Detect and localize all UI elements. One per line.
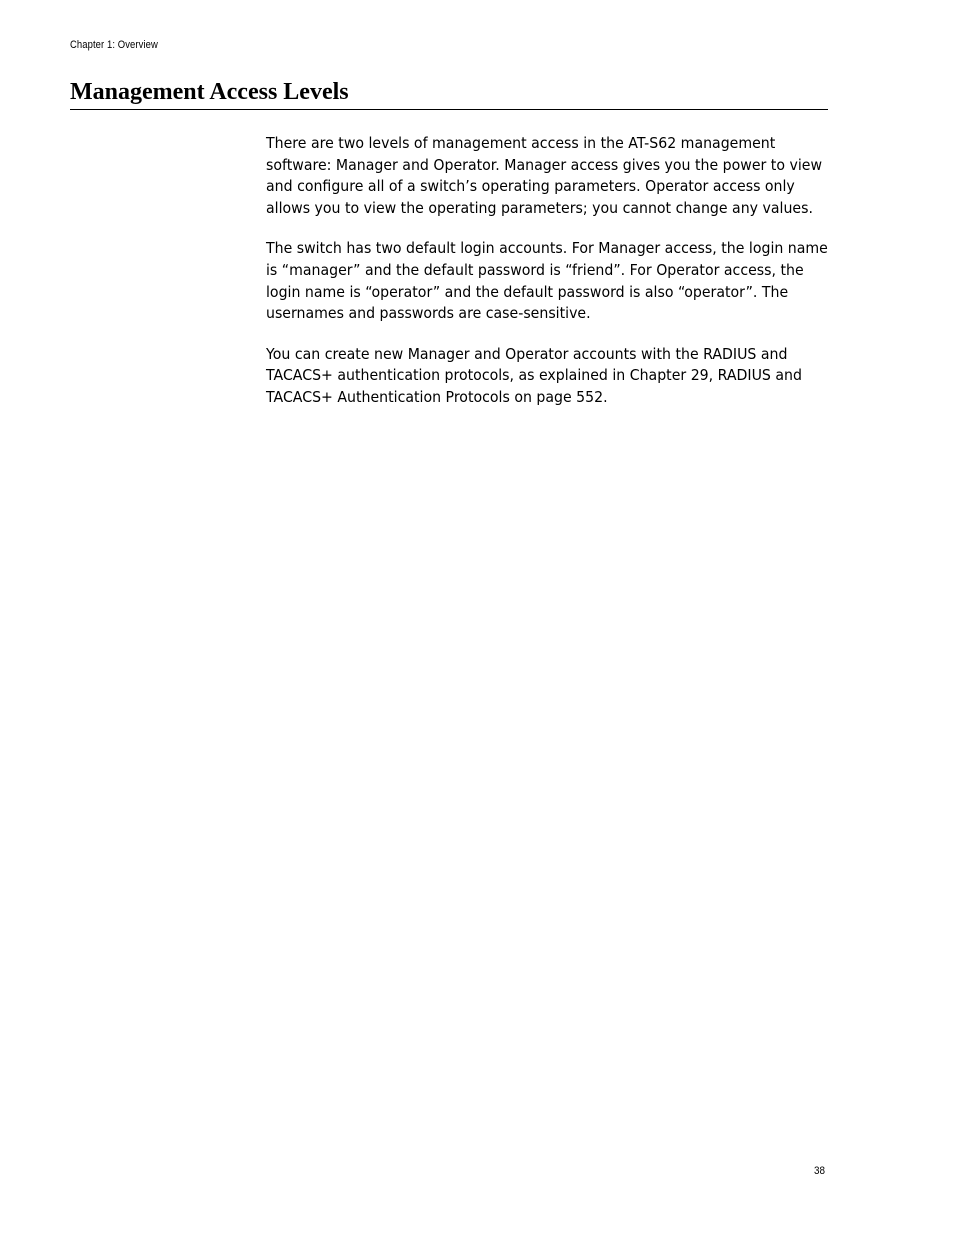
title-divider xyxy=(70,109,828,110)
running-header: Chapter 1: Overview xyxy=(70,39,158,51)
page-number: 38 xyxy=(814,1165,826,1177)
paragraph-default-accounts: The switch has two default login accounts. For Manager access, the login name is “manager” and the default password is “friend”. For Operator access, the login name is “operator” and the default password is also “operator”. The usernames and passwords are case-sensitive. xyxy=(266,239,828,323)
paragraph-radius-tacacs: You can create new Manager and Operator accounts with the RADIUS and TACACS+ authentication protocols, as explained in Chapter 29, RADIUS and TACACS+ Authentication Protocols on page 552. xyxy=(266,344,802,406)
section-title: Management Access Levels xyxy=(70,79,349,105)
body-text xyxy=(266,133,830,428)
paragraph-access-levels: There are two levels of management access in the AT-S62 management software: Manager and Operator. Manager access gives you the power to view and configure all of a switch’s operating parameters. Operator access only allows you to view the operating parameters; you cannot change any values. xyxy=(266,134,822,217)
